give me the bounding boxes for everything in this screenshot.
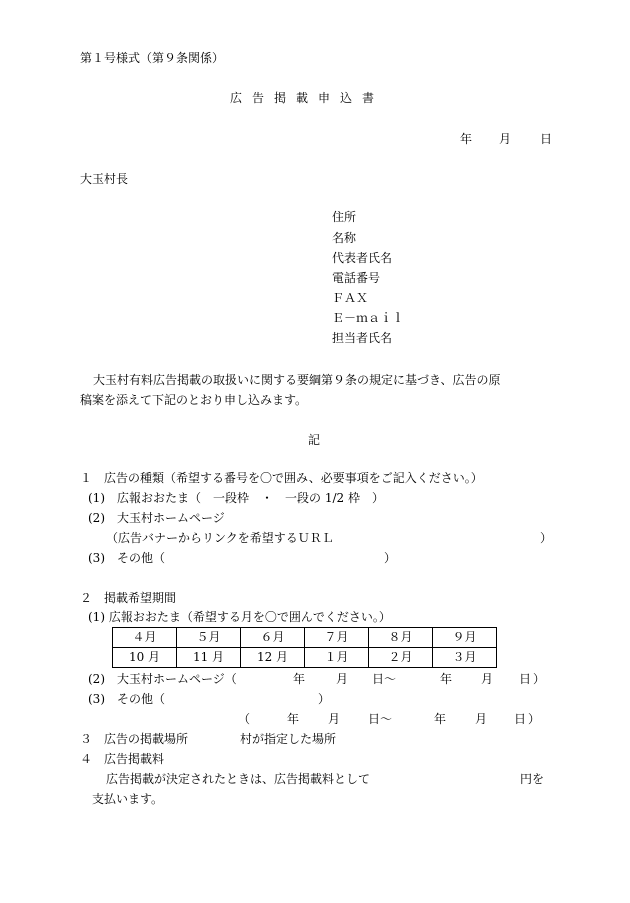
applicant-field-name: 名称 (332, 231, 357, 245)
homepage-period-end-month: 月 (481, 672, 494, 686)
section4-line2: 支払います。 (92, 792, 164, 806)
section1-item2-close: ） (540, 531, 553, 545)
applicant-field-phone: 電話番号 (332, 271, 381, 285)
month-cell[interactable]: ５月 (177, 628, 241, 648)
applicant-field-contact: 担当者氏名 (332, 331, 393, 345)
homepage-period-end-day: 日 (519, 672, 532, 686)
homepage-period-start-month: 月 (336, 672, 349, 686)
section2-heading: ２ 掲載希望期間 (80, 591, 177, 605)
page-title: 広告掲載申込書 (230, 91, 385, 105)
section3-heading: ３ 広告の掲載場所 (80, 732, 189, 746)
month-cell[interactable]: 10 月 (113, 648, 177, 668)
other-period-close: ） (528, 712, 541, 726)
month-cell[interactable]: ７月 (305, 628, 369, 648)
section1-item1: (1) 広報おおたま（ 一段枠 ・ 一段の 1/2 枠 ） (88, 491, 384, 505)
applicant-field-representative: 代表者氏名 (332, 251, 393, 265)
other-period-open: （ (238, 712, 251, 726)
intro-line-2: 稿案を添えて下記のとおり申し込みます。 (80, 393, 308, 407)
homepage-period-close: ） (533, 672, 546, 686)
month-cell[interactable]: ６月 (241, 628, 305, 648)
form-number: 第１号様式（第９条関係） (80, 51, 225, 65)
section1-item2: (2) 大玉村ホームページ (88, 511, 225, 525)
homepage-period-start-day: 日～ (372, 672, 397, 686)
section2-item3-close: ） (318, 692, 331, 706)
section3-value: 村が指定した場所 (240, 732, 337, 746)
addressee: 大玉村長 (80, 172, 129, 186)
section1-heading: １ 広告の種類（希望する番号を〇で囲み、必要事項をご記入ください。） (80, 471, 483, 485)
section1-item2-url: （広告バナーからリンクを希望するＵＲＬ (106, 531, 334, 545)
month-cell[interactable]: 11 月 (177, 648, 241, 668)
other-period-end-month: 月 (475, 712, 488, 726)
section1-item3: (3) その他（ (88, 551, 165, 565)
ki-heading: 記 (308, 433, 321, 447)
applicant-field-email: Ｅ－ｍａｉｌ (332, 311, 405, 325)
section2-item3-label: (3) その他（ (88, 692, 165, 706)
homepage-period-end-year: 年 (440, 672, 453, 686)
month-cell[interactable]: １月 (305, 648, 369, 668)
other-period-start-day: 日～ (368, 712, 393, 726)
section2-item2-label: (2) 大玉村ホームページ（ (88, 672, 237, 686)
intro-line-1: 大玉村有料広告掲載の取扱いに関する要綱第９条の規定に基づき、広告の原 (93, 373, 501, 387)
applicant-field-fax: ＦＡＸ (332, 291, 369, 305)
month-table (112, 627, 497, 668)
section1-item3-close: ） (384, 551, 397, 565)
date-month: 月 (499, 132, 512, 146)
month-cell[interactable]: ３月 (433, 648, 497, 668)
month-cell[interactable]: ９月 (433, 628, 497, 648)
section4-line1: 広告掲載が決定されたときは、広告掲載料として (106, 772, 371, 786)
other-period-start-year: 年 (287, 712, 300, 726)
month-cell[interactable]: 12 月 (241, 648, 305, 668)
section4-yen: 円を (520, 772, 545, 786)
month-cell[interactable]: ８月 (369, 628, 433, 648)
other-period-start-month: 月 (328, 712, 341, 726)
applicant-field-address: 住所 (332, 210, 357, 224)
other-period-end-day: 日 (514, 712, 527, 726)
month-cell[interactable]: ２月 (369, 648, 433, 668)
other-period-end-year: 年 (434, 712, 447, 726)
section4-heading: ４ 広告掲載料 (80, 752, 165, 766)
month-cell[interactable]: ４月 (113, 628, 177, 648)
date-day: 日 (540, 132, 553, 146)
homepage-period-start-year: 年 (293, 672, 306, 686)
date-year: 年 (460, 132, 473, 146)
section2-item1: (1) 広報おおたま（希望する月を〇で囲んでください。） (88, 610, 391, 624)
